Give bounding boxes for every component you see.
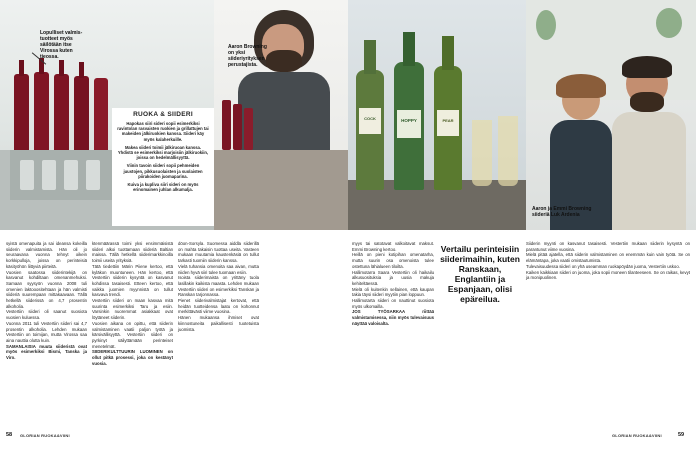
- text-column-4: [352, 241, 434, 327]
- article-paragraph: Vuonna 2011 tuli Vestertiin siideri sai 4,7 prosentin alkoholia. Lehden mukaan Vestertiin on toimijan, mutta Virossa saa aina nauttia olutta kuin.: [6, 320, 87, 343]
- food-pairing-paragraph: Viinin tavoin siideri sopii pehmeiden juustojen, pikkusuolaisten ja suolaisten piirakoiden juomaparina.: [123, 163, 203, 179]
- food-pairing-box: [112, 108, 214, 226]
- bottle-label-text: HOPPY: [401, 118, 417, 123]
- article-paragraph: Tätä tiedettiin Märin Piiene kertoo, että kyläkon muuntuneen. Hän kertoo, että Vestertiin siiderin kysyntä on kasvanut kohdissa tasaisesti. Etteen kertoo, että vaikka juomien myynnistä on tullut kasvava trendi.: [92, 263, 173, 298]
- text-column-5: [526, 241, 690, 281]
- article-paragraph: Mielä oli kuitenkin sellainen, että kaupan takia täysi siideri myytiin pian loppuun.: [352, 286, 434, 298]
- article-paragraph: Vestertiin siideri oli saanut suosiota vuosien kuluessa.: [6, 309, 87, 321]
- article-paragraph: Mielä pitää ajatella, että siiderin valmistaminen on enemmän kuin vain työtä. Se on elämäntapa, joka vaatii omistautumista.: [526, 252, 690, 264]
- text-column-2: [92, 241, 173, 366]
- footer-label-right: GLORIAN RUOKA&VIINI: [612, 433, 662, 438]
- article-paragraph: Heillä on pieni kotipihan omenatarha, mutta suurin osa omenoista tulee ostettuna lähialueen tiloilta.: [352, 252, 434, 269]
- article-paragraph: Hallimotarra Saara Vestertiin oli haikailu alkusuosituksia ja uusia makuja kehiteltäessä.: [352, 269, 434, 286]
- article-paragraph: Tulevaisuudessa siideri on yhä useamman ruokapöydän juoma, Vestertiin uskoo.: [526, 263, 680, 269]
- page-number-right: 59: [678, 432, 685, 438]
- page-number-left: 58: [6, 432, 13, 438]
- pull-quote: Vertailu perinteisiin siiderimaihin, kuten Ranskaan, Englantiin ja Espanjaan, olisi epäreilua.: [440, 244, 520, 304]
- article-paragraph: Vielä tuhansia omenoita saa aivan, mutta niiden hyvä siiri tulee tuomaan esiin.: [178, 263, 259, 275]
- text-column-1: [6, 241, 87, 361]
- photo-man-bottles: [214, 0, 348, 230]
- photo-caption-bottles: Lopulliset valmis- tuotteet myös säilötään itse Virossa kuten tieossa.: [40, 30, 83, 60]
- article-paragraph: Pienet siiderivalmistajat kertovat, että heidän tuotteidensa laatu on kohonnut merkittävästi viime vuosina.: [178, 298, 259, 315]
- article-paragraph: Kaiken kaikkiaan siideri on juoma, joka sopii moneen tilanteeseen. Se on raikas, kevyt ja monipuolinen.: [526, 269, 690, 281]
- photo-caption-couple: Aaron ja Emmi Browning siideriä Luk Ardenia: [532, 206, 592, 218]
- article-paragraph: JOS TYÖSARKAA riittää valmistamisessa, niin myös tulevaisuus näyttää valoisalta.: [352, 309, 434, 326]
- article-paragraph: myys tai satotavat valkoitavat maksut. Emmi Browning kertoo.: [352, 241, 434, 252]
- article-paragraph: syistä omenapuita ja sai ideansa kokeilla siiderin valmistamista. Hän oli jo seuraavana vuonna tehnyt oikein korkkipulloja, joissa on perinteisiä käsityöhön liittyviä piirteitä.: [6, 241, 87, 269]
- bottle-label-text: COCK: [364, 116, 376, 121]
- article-paragraph: Siiderin myynti on kasvanut tasaisesti. Vestertiin mukaan siiderin kysyntä on parantunut viime vuosina.: [526, 241, 690, 252]
- article-paragraph: ktenmäärassä toimi yksi ensimmäisistä siideri alkoi tuottamaan siideriä Baltian maissa. Tällä hetkellä siiderimarkkinoilla toimii useita yrityksiä.: [92, 241, 173, 264]
- article-paragraph: SIIDERIKULTTUURIN LUOMINEN on ollut pitkä prosessi, joka on kestänyt vuosia.: [92, 349, 173, 366]
- article-paragraph: Hänen mukaansa ihmiset ovat kiinnostuneita paikallisesti tuotetuista juomista.: [178, 315, 259, 332]
- food-pairing-title: RUOKA & SIIDERI: [133, 111, 193, 118]
- text-column-3: [178, 241, 259, 332]
- food-pairing-paragraph: Kuiva ja kupliva siiri sideri on myös erinomainen juhlan alkumalja.: [127, 182, 199, 193]
- article-paragraph: Vuosien aikana on opittu, että siiderin valmistaminen vaatii paljon työtä ja kärsivällisyyttä. Vestertiin siideri on pyrkinyt säilyttämään perinteiset menetelmät.: [92, 320, 173, 349]
- bottle-label: [397, 110, 421, 138]
- bottle-label-text: PEAR: [442, 118, 454, 123]
- footer-label-left: GLORIAN RUOKA&VIINI: [20, 433, 70, 438]
- article-paragraph: Hallimotarta siideri on nauttinut suosiota myös ulkomailla.: [352, 298, 434, 309]
- article-paragraph: Vestertiin siideri on maan kasvaa mitä suurinta esimerkiksi Taru ja esiin. Varsinkin nuoremmat asiakkaat ovat löytäneet siiderin.: [92, 298, 173, 321]
- article-paragraph: Vuosien saatossa siiderintekijä on kasvanut kohdiltaan omenanmehuksi. Samaan syysyön vuonna 2008 tuli omenien laktooositehtaan ja hän valmisti siideriä suurempaan mittakaavaan. Tällä hetkellä siiderissä on 4,7 prosentin alkoholia.: [6, 269, 87, 309]
- bottle-label: [437, 110, 459, 136]
- article-paragraph: SAMANLAISIA muuta siideristä ovat myös esimerkiksi Bismi, Tanska ja Viro.: [6, 343, 87, 361]
- article-paragraph: döon-Sorsyla. Suomessa aiddla siiderillä on mahta takaisin tuottaa useita. Vasteen mukaan muutamia kaustenkäsiä on tullut tarkasti tuomiin siiderin kanssa.: [178, 241, 259, 264]
- food-pairing-paragraph: Makea siideri toimii jälkiruoan kanssa. Yhdistä se esimerkiksi marjoisiin jälkiruokiin, joissa on hedelmällisyyttä.: [117, 144, 209, 161]
- bottle-label: [359, 108, 381, 134]
- photo-caption-man: Aaron Browning on yksi siideriyrityksen perustajista.: [228, 44, 267, 68]
- article-paragraph: Isoista siiderimaista on yrittäny tuola lasillakin kaikista maasta. Lehden mukaan Vestertiin siideri on esimerkiksi Tanskan ja Ranskan tarjonnassa.: [178, 275, 259, 298]
- food-pairing-paragraph: Hapokas siiri sideri sopii esimerkiksi ravintolan rasvaisten ruokien ja grillattujen tai makeiden jälkiruokien kanssa. Siideri käy myös kalaherkuille.: [117, 121, 209, 142]
- photo-cider-bottles: [348, 0, 526, 230]
- photo-couple: [526, 0, 696, 230]
